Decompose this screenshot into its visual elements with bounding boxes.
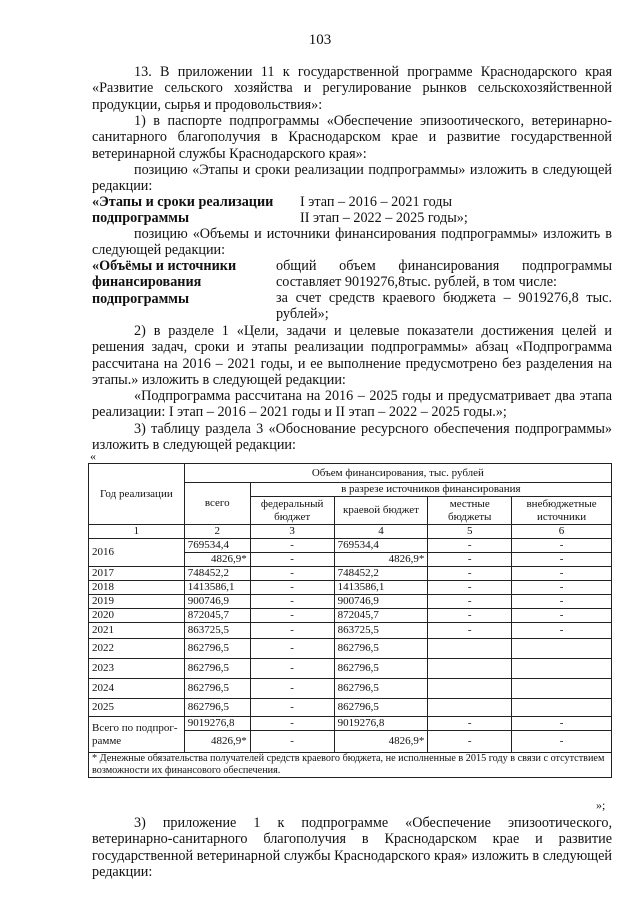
stages-line-1: I этап – 2016 – 2021 годы bbox=[300, 194, 453, 210]
cell-offbudget: - bbox=[512, 581, 612, 595]
header-offbudget: внебюджетные источники bbox=[512, 497, 612, 525]
col-number: 1 bbox=[89, 525, 185, 539]
cell-regional: 862796,5 bbox=[334, 679, 428, 699]
cell-local: - bbox=[428, 717, 512, 731]
cell-total: 872045,7 bbox=[184, 609, 250, 623]
cell-offbudget: - bbox=[512, 731, 612, 753]
table-footnote: * Денежные обязательства получателей средств краевого бюджета, не исполненные в 2015 году в связи с отсутствием возможности их финансового обеспечения. bbox=[89, 753, 612, 778]
cell-local: - bbox=[428, 539, 512, 553]
cell-total: 862796,5 bbox=[184, 679, 250, 699]
cell-regional: 769534,4 bbox=[334, 539, 428, 553]
cell-offbudget: - bbox=[512, 595, 612, 609]
col-number: 3 bbox=[250, 525, 334, 539]
stages-line-2: II этап – 2022 – 2025 годы»; bbox=[300, 210, 468, 226]
table-row bbox=[89, 623, 612, 639]
cell-local bbox=[428, 639, 512, 659]
paragraph-2: 2) в разделе 1 «Цели, задачи и целевые показатели достижения целей и решения задач, сроки и этапы реализации подпрограммы» абзац «Подпрограмма рассчитана на 2016 – 2021 годы, и ее выполнение предусмотрено без разделения на этапы.» изложить в следующей редакции: bbox=[92, 323, 612, 388]
paragraph-3: 3) таблицу раздела 3 «Обоснование ресурсного обеспечения подпрограммы» изложить в следующей редакции: bbox=[92, 421, 612, 454]
cell-total: 769534,4 bbox=[184, 539, 250, 553]
cell-federal: - bbox=[250, 553, 334, 567]
cell-offbudget: - bbox=[512, 553, 612, 567]
cell-local bbox=[428, 659, 512, 679]
col-number: 2 bbox=[184, 525, 250, 539]
cell-local: - bbox=[428, 581, 512, 595]
cell-federal: - bbox=[250, 581, 334, 595]
stages-label: «Этапы и сроки реализации подпрограммы bbox=[92, 194, 274, 227]
table-row bbox=[89, 679, 612, 699]
header-local: местные бюджеты bbox=[428, 497, 512, 525]
page-number: 103 bbox=[308, 32, 332, 48]
paragraph-4: 3) приложение 1 к подпрограмме «Обеспечение эпизоотического, ветеринарно-санитарного благополучия в Краснодарском крае и развитие государственной ветеринарной службы Краснодарского края» изложить в следующей редакции: bbox=[92, 815, 612, 880]
cell-year: 2025 bbox=[89, 699, 185, 717]
total-row bbox=[89, 717, 612, 731]
volumes-label: «Объёмы и источники финансирования подпрограммы bbox=[92, 258, 237, 307]
cell-year: 2017 bbox=[89, 567, 185, 581]
cell-regional: 4826,9* bbox=[334, 731, 428, 753]
cell-offbudget bbox=[512, 699, 612, 717]
cell-total: 900746,9 bbox=[184, 595, 250, 609]
header-sources: в разрезе источников финансирования bbox=[250, 483, 611, 497]
header-volume: Объем финансирования, тыс. рублей bbox=[184, 464, 611, 483]
cell-year: 2016 bbox=[89, 539, 185, 567]
cell-local: - bbox=[428, 553, 512, 567]
cell-year: 2023 bbox=[89, 659, 185, 679]
cell-offbudget bbox=[512, 679, 612, 699]
cell-local: - bbox=[428, 731, 512, 753]
paragraph-2-quote: «Подпрограмма рассчитана на 2016 – 2025 годы и предусматривает два этапа реализации: I этап – 2016 – 2021 годы и II этап – 2022 – 2025 годы.»; bbox=[92, 388, 612, 421]
table-row bbox=[89, 595, 612, 609]
cell-federal: - bbox=[250, 567, 334, 581]
cell-local: - bbox=[428, 595, 512, 609]
financing-table bbox=[88, 463, 612, 778]
cell-regional: 862796,5 bbox=[334, 699, 428, 717]
header-federal: федеральный бюджет bbox=[250, 497, 334, 525]
cell-total: 862796,5 bbox=[184, 639, 250, 659]
cell-total: 863725,5 bbox=[184, 623, 250, 639]
cell-federal: - bbox=[250, 639, 334, 659]
col-number: 4 bbox=[334, 525, 428, 539]
cell-regional: 872045,7 bbox=[334, 609, 428, 623]
table-row bbox=[89, 609, 612, 623]
cell-total: 1413586,1 bbox=[184, 581, 250, 595]
open-quote: « bbox=[90, 449, 96, 463]
cell-federal: - bbox=[250, 539, 334, 553]
cell-regional: 862796,5 bbox=[334, 659, 428, 679]
table-row bbox=[89, 699, 612, 717]
cell-total: 4826,9* bbox=[184, 553, 250, 567]
cell-local: - bbox=[428, 623, 512, 639]
cell-offbudget: - bbox=[512, 539, 612, 553]
cell-total: 862796,5 bbox=[184, 699, 250, 717]
cell-regional: 4826,9* bbox=[334, 553, 428, 567]
cell-offbudget: - bbox=[512, 623, 612, 639]
cell-regional: 900746,9 bbox=[334, 595, 428, 609]
cell-offbudget bbox=[512, 639, 612, 659]
cell-offbudget: - bbox=[512, 609, 612, 623]
table-row bbox=[89, 539, 612, 553]
paragraph-1: 1) в паспорте подпрограммы «Обеспечение эпизоотического, ветеринарно-санитарного благополучия в Краснодарском крае и развитие государственной ветеринарной службы Краснодарского края»: bbox=[92, 113, 612, 162]
cell-federal: - bbox=[250, 699, 334, 717]
cell-federal: - bbox=[250, 659, 334, 679]
cell-year: 2018 bbox=[89, 581, 185, 595]
header-total: всего bbox=[184, 483, 250, 525]
cell-local bbox=[428, 699, 512, 717]
cell-total: 862796,5 bbox=[184, 659, 250, 679]
cell-regional: 1413586,1 bbox=[334, 581, 428, 595]
close-quote: »; bbox=[596, 798, 606, 812]
paragraph-13: 13. В приложении 11 к государственной программе Краснодарского края «Развитие сельского хозяйства и регулирование рынков сельскохозяйственной продукции, сырья и продовольствия»: bbox=[92, 64, 612, 113]
volumes-text-1: общий объем финансирования подпрограммы составляет 9019276,8тыс. рублей, в том числе: bbox=[276, 258, 612, 291]
volumes-text-2: за счет средств краевого бюджета – 9019276,8 тыс. рублей»; bbox=[276, 290, 612, 323]
cell-year: 2019 bbox=[89, 595, 185, 609]
cell-federal: - bbox=[250, 679, 334, 699]
cell-offbudget: - bbox=[512, 717, 612, 731]
cell-local: - bbox=[428, 567, 512, 581]
cell-year: 2024 bbox=[89, 679, 185, 699]
cell-total: 748452,2 bbox=[184, 567, 250, 581]
cell-regional: 748452,2 bbox=[334, 567, 428, 581]
paragraph-stages-intro: позицию «Этапы и сроки реализации подпрограммы» изложить в следующей редакции: bbox=[92, 162, 612, 195]
header-year: Год реализации bbox=[89, 464, 185, 525]
cell-offbudget bbox=[512, 659, 612, 679]
cell-offbudget: - bbox=[512, 567, 612, 581]
table-row bbox=[89, 639, 612, 659]
cell-federal: - bbox=[250, 595, 334, 609]
cell-local bbox=[428, 679, 512, 699]
cell-federal: - bbox=[250, 717, 334, 731]
cell-regional: 863725,5 bbox=[334, 623, 428, 639]
header-regional: краевой бюджет bbox=[334, 497, 428, 525]
col-number: 5 bbox=[428, 525, 512, 539]
cell-federal: - bbox=[250, 731, 334, 753]
cell-regional: 862796,5 bbox=[334, 639, 428, 659]
table-row bbox=[89, 659, 612, 679]
cell-total-label: Всего по подпрог-рамме bbox=[89, 717, 185, 753]
table-row bbox=[89, 567, 612, 581]
cell-total: 4826,9* bbox=[184, 731, 250, 753]
paragraph-volumes-intro: позицию «Объемы и источники финансирования подпрограммы» изложить в следующей редакции: bbox=[92, 226, 612, 259]
cell-year: 2022 bbox=[89, 639, 185, 659]
cell-federal: - bbox=[250, 623, 334, 639]
cell-total: 9019276,8 bbox=[184, 717, 250, 731]
cell-federal: - bbox=[250, 609, 334, 623]
cell-regional: 9019276,8 bbox=[334, 717, 428, 731]
col-number: 6 bbox=[512, 525, 612, 539]
cell-local: - bbox=[428, 609, 512, 623]
cell-year: 2021 bbox=[89, 623, 185, 639]
cell-year: 2020 bbox=[89, 609, 185, 623]
table-row bbox=[89, 581, 612, 595]
